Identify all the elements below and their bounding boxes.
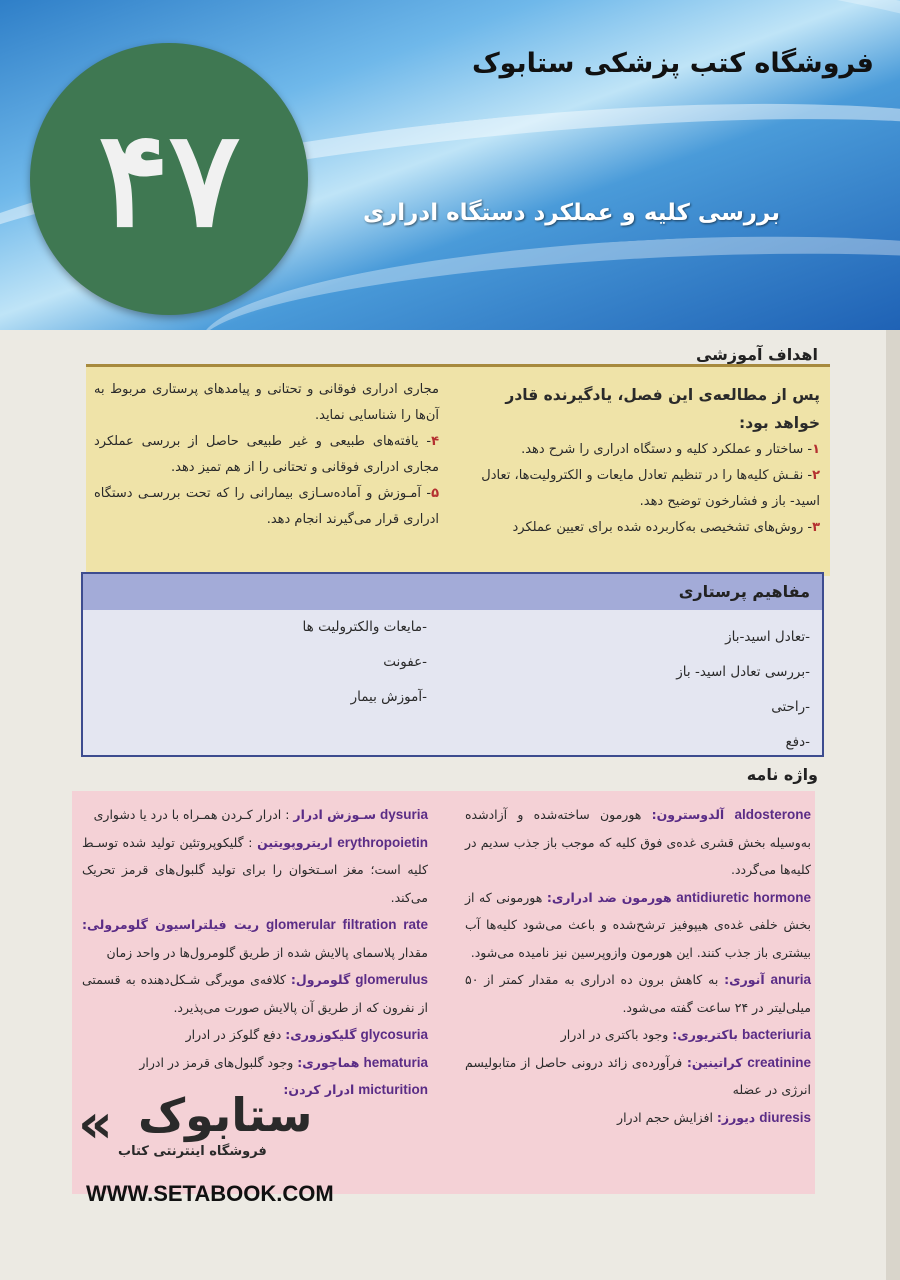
logo-text: ستابوک (138, 1088, 313, 1142)
chapter-title: بررسی کلیه و عملکرد دستگاه ادراری (362, 200, 780, 226)
nursing-concepts-box (81, 572, 824, 757)
glossary-entry: diuresis دیورز: افزایش حجم ادرار (617, 1109, 811, 1125)
chapter-number-badge (30, 43, 308, 315)
glossary-entry: anuria آنوری: به کاهش برون ده ادراری به مقدار کمتر از ۵۰ میلی‌لیتر در ۲۴ ساعت گفته می‌شود. (465, 972, 811, 1015)
objectives-left-column (94, 377, 439, 533)
objective-item: ۱- ساختار و عملکرد کلیه و دستگاه ادراری را شرح دهد. (521, 442, 820, 457)
glossary-left-column (82, 801, 428, 1104)
glossary-right-column (465, 801, 811, 1131)
glossary-entry: glomerulus گلومرول: کلافه‌ی مویرگی شـکل‌دهنده به قسمتی از نفرون که از طریق آن پالایش صورت می‌پذیرد. (82, 972, 428, 1015)
chapter-number: ۴۷ (98, 101, 240, 257)
objectives-lead: پس از مطالعه‌ی این فصل، یادگیرنده قادر خواهد بود: (505, 386, 820, 432)
glossary-entry: aldosterone آلدوسترون: هورمون ساخته‌شده و آزادشده به‌وسیله بخش قشری غده‌ی فوق کلیه که موجب باز جذب سدیم در کلیه‌ها می‌گردد. (465, 807, 811, 877)
glossary-entry: dysuria سـوزش ادرار : ادرار کـردن همـراه با درد یا دشواری (93, 807, 428, 822)
page-edge-shadow (886, 330, 900, 1280)
glossary-entry: creatinine کراتینین: فرآورده‌ی زائد درونی حاصل از متابولیسم انرژی در عضله (465, 1054, 811, 1097)
logo-subtitle: فروشگاه اینترنتی کتاب (118, 1144, 267, 1159)
glossary-entry: glycosuria گلیکوزوری: دفع گلوکز در ادرار (185, 1027, 428, 1042)
glossary-entry: bacteriuria باکتریوری: وجود باکتری در ادرار (560, 1027, 811, 1042)
brand-title: فروشگاه کتب پزشکی ستابوک (471, 48, 874, 79)
objective-item: ۵- آمـوزش و آماده‌سـازی بیمارانی را که تحت بررسـی دستگاه ادراری قرار می‌گیرند انجام دهد. (94, 486, 439, 527)
concept-item: -راحتی (771, 699, 810, 715)
objective-item: ۴- یافته‌های طبیعی و غیر طبیعی حاصل از بررسی عملکرد مجاری ادراری فوقانی و تحتانی را از هم تمیز دهد. (94, 434, 439, 475)
concept-item: -بررسی تعادل اسید- باز (676, 664, 810, 680)
objective-item: مجاری ادراری فوقانی و تحتانی و پیامدهای پرستاری مربوط به آن‌ها را شناسایی نماید. (94, 382, 439, 423)
concept-item: -تعادل اسید-باز (725, 629, 810, 645)
objectives-heading: اهداف آموزشی (695, 345, 818, 364)
objective-item: ۳- روش‌های تشخیصی به‌کاربرده شده برای تعیین عملکرد (512, 520, 820, 535)
concept-item: -مایعات والکترولیت ها (302, 619, 427, 635)
concept-item: -دفع (785, 734, 810, 750)
objectives-right-column (470, 381, 820, 541)
glossary-entry: hematuria هماچوری: وجود گلبول‌های قرمز در ادرار (139, 1054, 428, 1070)
website-url[interactable]: WWW.SETABOOK.COM (86, 1181, 334, 1206)
watermark-logo (78, 1082, 438, 1182)
glossary-entry: erythropoietin اریتروپویتین : گلیکوپروتئین تولید شده توسـط کلیه است؛ مغز اسـتخوان را برای تولید گلبول‌های قرمز تحریک می‌کند. (82, 834, 428, 905)
concepts-left-list (303, 610, 427, 715)
chapter-header (0, 0, 900, 330)
chevrons-icon: « (78, 1092, 103, 1155)
concepts-right-list (676, 620, 810, 760)
glossary-heading: واژه نامه (746, 765, 818, 784)
glossary-entry: micturition ادرار کردن: (283, 1082, 428, 1097)
objective-item: ۲- نقـش کلیه‌ها را در تنظیم تعادل مایعات و الکترولیت‌ها، تعادل اسید- باز و فشارخون توضیح دهد. (481, 468, 820, 509)
concept-item: -آموزش بیمار (350, 689, 427, 705)
glossary-entry: antidiuretic hormone هورمون ضد ادراری: هورمونی که از بخش خلفی غده‌ی هیپوفیز ترشح‌شده و باعث می‌شود کلیه‌ها آب بیشتری باز جذب کنند. این هورمون وازوپرسین نیز نامیده می‌شود. (465, 889, 812, 960)
objectives-box (86, 364, 830, 576)
glossary-entry: glomerular filtration rate ریت فیلتراسیون گلومرولی: مقدار پلاسمای پالایش شده از طریق گلومرول‌ها در واحد زمان (82, 917, 428, 960)
concept-item: -عفونت (383, 654, 427, 670)
concepts-heading: مفاهیم پرستاری (83, 574, 822, 610)
